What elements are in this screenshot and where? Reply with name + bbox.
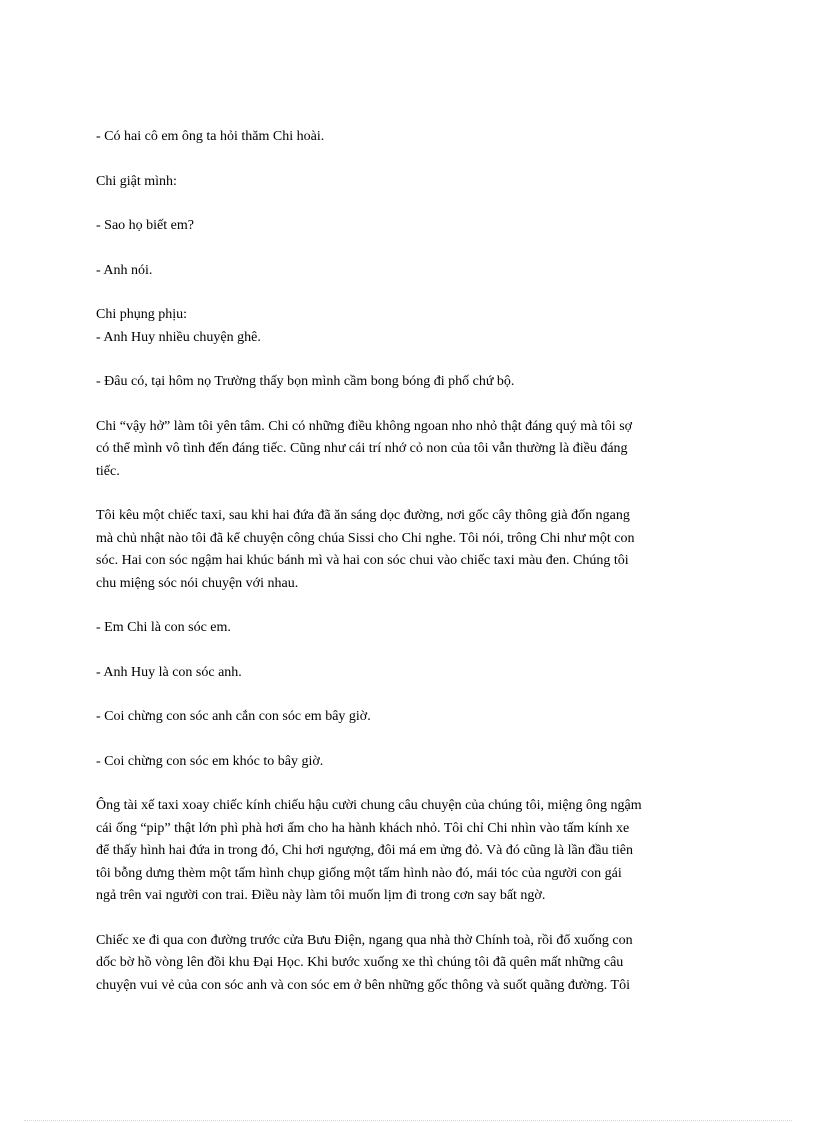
text-line: chuyện vui vẻ của con sóc anh và con sóc em ở bên những gốc thông và suốt quãng đường. Tôi <box>96 977 630 993</box>
text-line: - Có hai cô em ông ta hỏi thăm Chi hoài. <box>96 129 325 144</box>
document-body <box>96 126 720 1019</box>
paragraph <box>96 930 720 998</box>
text-line: - Anh nói. <box>96 262 153 278</box>
paragraph <box>96 706 720 729</box>
paragraph <box>96 505 720 595</box>
text-line: chu miệng sóc nói chuyện với nhau. <box>96 575 299 591</box>
text-line: - Sao họ biết em? <box>96 218 194 233</box>
text-line: - Coi chừng con sóc em khóc to bây giờ. <box>96 753 324 769</box>
text-line: tôi bỗng dưng thèm một tấm hình chụp giống một tấm hình nào đó, mái tóc của người con gái <box>96 865 622 881</box>
text-line: Chiếc xe đi qua con đường trước cửa Bưu Điện, ngang qua nhà thờ Chính toà, rồi đổ xuống con <box>96 932 633 948</box>
text-line: mà chủ nhật nào tôi đã kể chuyện công chúa Sissi cho Chi nghe. Tôi nói, trông Chi như một con <box>96 530 635 546</box>
text-line: - Anh Huy nhiều chuyện ghê. <box>96 329 261 345</box>
paragraph <box>96 371 720 394</box>
text-line: - Anh Huy là con sóc anh. <box>96 664 242 680</box>
paragraph <box>96 126 720 149</box>
text-line: Chi “vậy hở” làm tôi yên tâm. Chi có những điều không ngoan nho nhỏ thật đáng quý mà tôi sợ <box>96 418 633 434</box>
paragraph <box>96 215 720 238</box>
text-line: tiếc. <box>96 463 120 479</box>
page-bottom-divider <box>24 1120 792 1121</box>
paragraph <box>96 327 720 350</box>
paragraph <box>96 171 720 194</box>
paragraph <box>96 617 720 640</box>
text-line: - Đâu có, tại hôm nọ Trường thấy bọn mình cầm bong bóng đi phố chứ bộ. <box>96 374 515 389</box>
paragraph <box>96 662 720 685</box>
text-line: Ông tài xế taxi xoay chiếc kính chiếu hậu cười chung câu chuyện của chúng tôi, miệng ông ngậm <box>96 798 642 813</box>
paragraph <box>96 795 720 908</box>
text-line: sóc. Hai con sóc ngậm hai khúc bánh mì và hai con sóc chui vào chiếc taxi màu đen. Chúng tôi <box>96 553 629 568</box>
text-line: - Em Chi là con sóc em. <box>96 620 231 635</box>
paragraph <box>96 304 720 327</box>
text-line: ngả trên vai người con trai. Điều này làm tôi muốn lịm đi trong cơn say bất ngờ. <box>96 888 546 903</box>
text-line: có thể mình vô tình đến đáng tiếc. Cũng như cái trí nhớ cỏ non của tôi vẫn thường là điều đáng <box>96 441 628 456</box>
text-line: để thấy hình hai đứa in trong đó, Chi hơi ngượng, đôi má em ửng đỏ. Và đó cũng là lần đầu tiên <box>96 843 633 858</box>
text-line: Chi giật mình: <box>96 173 177 189</box>
text-line: dốc bờ hồ vòng lên đồi khu Đại Học. Khi bước xuống xe thì chúng tôi đã quên mất những câu <box>96 955 624 970</box>
paragraph <box>96 751 720 774</box>
paragraph <box>96 416 720 484</box>
text-line: cái ống “pip” thật lớn phì phà hơi ấm cho ha hành khách nhỏ. Tôi chỉ Chi nhìn vào tấm kính xe <box>96 820 630 836</box>
text-line: Chi phụng phịu: <box>96 307 188 322</box>
text-line: - Coi chừng con sóc anh cắn con sóc em bây giờ. <box>96 709 371 724</box>
paragraph <box>96 260 720 283</box>
text-line: Tôi kêu một chiếc taxi, sau khi hai đứa đã ăn sáng dọc đường, nơi gốc cây thông già đốn ngang <box>96 508 630 523</box>
